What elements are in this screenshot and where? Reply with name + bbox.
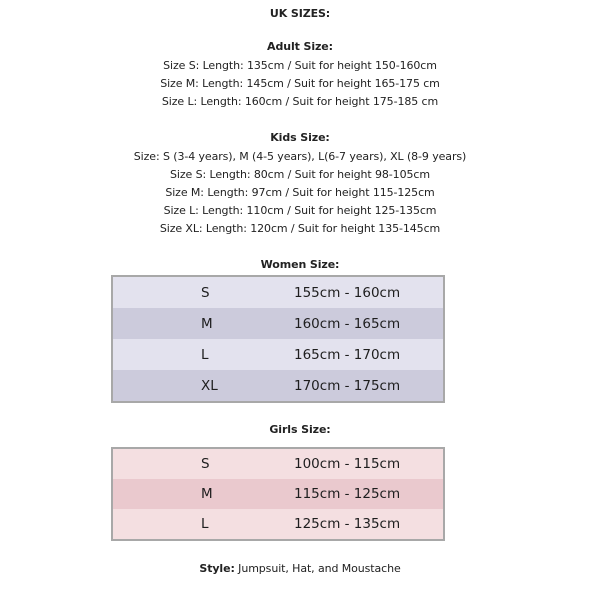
height-range-cell: 100cm - 115cm [294,456,401,472]
height-range-cell: 170cm - 175cm [294,377,401,394]
table-row [113,449,443,479]
women-size-title: Women Size: [260,258,340,271]
girls-size-title: Girls Size: [269,423,331,436]
size-cell: L [201,516,209,532]
size-cell: S [201,456,210,472]
height-range-cell: 160cm - 165cm [294,315,401,332]
table-row [113,308,443,339]
table-row [113,479,443,509]
kids-size-title: Kids Size: [270,131,330,144]
height-range-cell: 115cm - 125cm [294,486,401,502]
size-cell: XL [201,377,218,394]
size-cell: L [201,346,209,363]
kids-size-line: Size: S (3-4 years), M (4-5 years), L(6-7 years), XL (8-9 years) [133,150,467,163]
table-row [113,277,443,308]
kids-size-line: Size XL: Length: 120cm / Suit for height 135-145cm [159,222,441,235]
table-row [113,509,443,539]
style-label: Style: [199,562,235,575]
size-cell: M [201,486,213,502]
height-range-cell: 155cm - 160cm [294,284,401,301]
kids-size-line: Size S: Length: 80cm / Suit for height 98-105cm [170,168,430,181]
adult-size-title: Adult Size: [267,40,333,53]
style-value: Jumpsuit, Hat, and Moustache [238,562,401,575]
adult-size-line: Size L: Length: 160cm / Suit for height 175-185 cm [161,95,439,108]
table-row [113,370,443,401]
style-line [0,562,600,576]
uk-sizes-title: UK SIZES: [269,7,331,20]
height-range-cell: 125cm - 135cm [294,516,401,532]
height-range-cell: 165cm - 170cm [294,346,401,363]
table-row [113,339,443,370]
adult-size-line: Size S: Length: 135cm / Suit for height 150-160cm [163,59,437,72]
size-cell: S [201,284,210,301]
girls-size-table [111,447,445,541]
women-size-table [111,275,445,403]
kids-size-line: Size L: Length: 110cm / Suit for height 125-135cm [163,204,437,217]
size-cell: M [201,315,213,332]
kids-size-line: Size M: Length: 97cm / Suit for height 115-125cm [165,186,435,199]
adult-size-line: Size M: Length: 145cm / Suit for height 165-175 cm [160,77,440,90]
